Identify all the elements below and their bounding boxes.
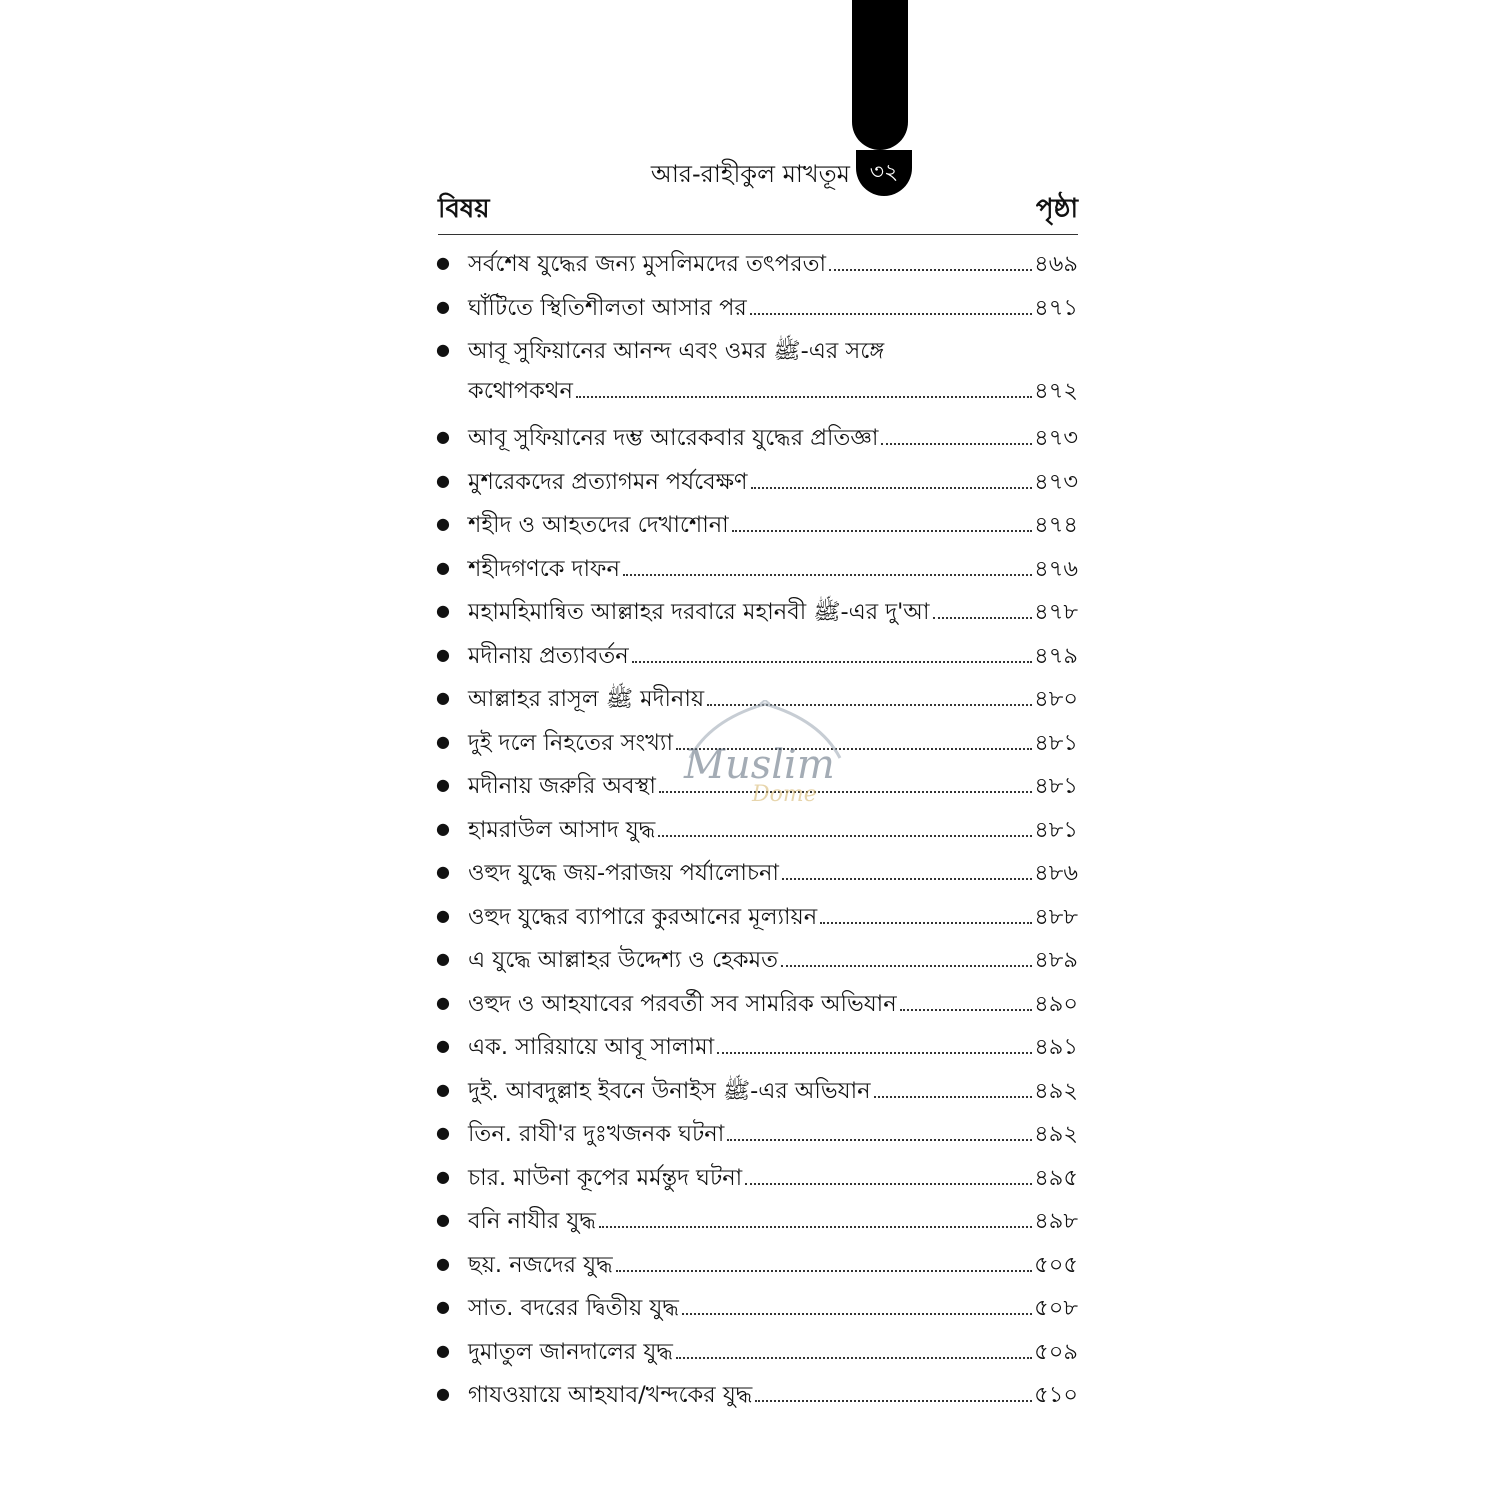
bullet-icon: ● (436, 253, 450, 272)
dot-leader (745, 1183, 1032, 1185)
toc-item-page: ৪৮৮ (1034, 903, 1078, 930)
bullet-icon: ● (436, 949, 450, 968)
toc-item-page: ৪৯০ (1034, 990, 1078, 1017)
toc-item[interactable] (436, 503, 1078, 547)
bullet-icon: ● (436, 1036, 450, 1055)
toc-item[interactable] (436, 1330, 1078, 1374)
bullet-icon: ● (436, 340, 450, 359)
bullet-icon: ● (436, 1079, 450, 1099)
dot-leader (599, 1226, 1032, 1228)
running-title: আর-রাহীকুল মাখতূম (650, 160, 850, 188)
page-number-badge (856, 150, 912, 196)
dot-leader (676, 1357, 1032, 1359)
toc-item-text: চার. মাউনা কূপের মর্মন্তুদ ঘটনা (468, 1164, 743, 1191)
toc-item[interactable] (436, 1373, 1078, 1417)
bullet-icon: ● (436, 818, 450, 838)
dot-leader (933, 617, 1033, 619)
dot-leader (900, 1009, 1033, 1011)
toc-item-text: আবূ সুফিয়ানের দম্ভ আরেকবার যুদ্ধের প্রতিজ্ঞা (468, 425, 879, 451)
toc-item[interactable] (436, 851, 1078, 895)
bullet-icon: ● (436, 644, 450, 664)
toc-item-page: ৪৮০ (1034, 686, 1078, 712)
toc-item-page: ৪৭৪ (1034, 512, 1078, 538)
toc-item-text: মুশরেকদের প্রত্যাগমন পর্যবেক্ষণ (468, 468, 748, 495)
bullet-icon: ● (436, 1210, 450, 1229)
dot-leader (781, 965, 1032, 967)
dot-leader (717, 1052, 1032, 1054)
watermark-word-muslim: Muslim (684, 742, 835, 788)
toc-item-page: ৫১০ (1034, 1382, 1078, 1408)
muslim-dome-watermark (680, 700, 850, 810)
bullet-icon: ● (436, 557, 450, 577)
toc-item[interactable] (436, 938, 1078, 982)
toc-item-page: ৪৯২ (1034, 1077, 1078, 1104)
toc-item-page: ৪৯১ (1034, 1034, 1078, 1060)
toc-item-page: ৪৭১ (1034, 294, 1078, 321)
dot-leader (682, 1313, 1032, 1315)
running-header (440, 150, 912, 196)
toc-item-text-line2: কথোপকথন (468, 378, 573, 404)
bullet-icon: ● (436, 731, 450, 751)
toc-item-text: ওহুদ যুদ্ধের ব্যাপারে কুরআনের মূল্যায়ন (468, 903, 818, 930)
page-number: ৩২ (869, 159, 899, 185)
toc-item[interactable] (436, 460, 1078, 504)
toc-item[interactable] (436, 547, 1078, 591)
watermark-word-dome: Dome (752, 782, 817, 807)
toc-item-text: হামরাউল আসাদ যুদ্ধ (468, 816, 656, 843)
toc-item[interactable] (436, 808, 1078, 852)
bullet-icon: ● (436, 688, 450, 707)
toc-item[interactable] (436, 1025, 1078, 1069)
bullet-icon: ● (436, 905, 450, 925)
toc-item-page: ৪৬৯ (1034, 251, 1078, 277)
bullet-icon: ● (436, 862, 450, 881)
toc-item-text: সাত. বদরের দ্বিতীয় যুদ্ধ (468, 1295, 679, 1321)
toc-item-text: ওহুদ যুদ্ধে জয়-পরাজয় পর্যালোচনা (468, 860, 779, 886)
toc-item-text-line1: আবূ সুফিয়ানের আনন্দ এবং ওমর ﷺ-এর সঙ্গে (468, 338, 885, 364)
toc-item[interactable] (436, 590, 1078, 634)
toc-item[interactable] (436, 895, 1078, 939)
dot-leader (727, 1139, 1032, 1141)
bullet-icon: ● (436, 470, 450, 490)
toc-item-page: ৪৮৬ (1034, 860, 1078, 886)
bullet-icon: ● (436, 1384, 450, 1403)
bullet-icon: ● (436, 1166, 450, 1186)
page-tab-marker (852, 0, 908, 150)
toc-item-page: ৪৯৮ (1034, 1208, 1078, 1234)
toc-item-text: তিন. রাযী'র দুঃখজনক ঘটনা (468, 1121, 725, 1147)
toc-item-text: ছয়. নজদের যুদ্ধ (468, 1251, 613, 1278)
dot-leader (820, 922, 1032, 924)
toc-item[interactable] (436, 1069, 1078, 1113)
toc-item-page: ৪৭৩ (1034, 468, 1078, 495)
bullet-icon: ● (436, 1340, 450, 1360)
dot-leader (874, 1096, 1033, 1098)
dot-leader (751, 487, 1033, 489)
toc-item-text: গাযওয়ায়ে আহযাব/খন্দকের যুদ্ধ (468, 1382, 753, 1408)
bullet-icon: ● (436, 427, 450, 446)
bullet-icon: ● (436, 514, 450, 533)
toc-item-text: মদীনায় প্রত্যাবর্তন (468, 642, 629, 669)
toc-item-page: ৪৭৬ (1034, 555, 1078, 582)
toc-item-page: ৪৯৫ (1034, 1164, 1078, 1191)
toc-item[interactable] (436, 982, 1078, 1026)
toc-item[interactable] (436, 634, 1078, 678)
toc-item-text: আল্লাহর রাসূল ﷺ মদীনায় (468, 686, 705, 712)
bullet-icon: ● (436, 1253, 450, 1273)
dot-leader (829, 269, 1032, 271)
bullet-icon: ● (436, 296, 450, 316)
toc-item-page: ৪৭৮ (1034, 599, 1078, 625)
dot-leader (732, 530, 1032, 532)
toc-item[interactable] (436, 1156, 1078, 1200)
toc-item-text: সর্বশেষ যুদ্ধের জন্য মুসলিমদের তৎপরতা (468, 251, 826, 277)
toc-item[interactable] (436, 1243, 1078, 1287)
dot-leader (658, 835, 1032, 837)
toc-item[interactable] (436, 242, 1078, 286)
toc-item-page: ৫০৯ (1034, 1338, 1078, 1365)
toc-item-text: দুমাতুল জানদালের যুদ্ধ (468, 1338, 673, 1365)
dot-leader (782, 878, 1032, 880)
toc-item-page: ৪৮১ (1034, 816, 1078, 843)
toc-item-page: ৪৯২ (1034, 1121, 1078, 1147)
dot-leader (576, 396, 1032, 398)
subject-column-label: বিষয় (438, 194, 490, 224)
toc-item-text: বনি নাযীর যুদ্ধ (468, 1208, 596, 1234)
toc-item-text: শহীদগণকে দাফন (468, 555, 620, 582)
toc-item[interactable] (436, 1286, 1078, 1330)
toc-item-page: ৪৮৯ (1034, 947, 1078, 973)
toc-item[interactable] (436, 1112, 1078, 1156)
toc-item-page: ৪৮১ (1034, 773, 1078, 799)
toc-item-page: ৪৭৯ (1034, 642, 1078, 669)
toc-item-page: ৫০৫ (1034, 1251, 1078, 1278)
toc-item-text: এ যুদ্ধে আল্লাহর উদ্দেশ্য ও হেকমত (468, 947, 779, 973)
bullet-icon: ● (436, 992, 450, 1012)
toc-column-header (438, 194, 1078, 235)
toc-item-page: ৪৭৩ (1034, 425, 1078, 451)
toc-item-page: ৫০৮ (1034, 1295, 1078, 1321)
toc-item-page: ৪৮১ (1034, 729, 1078, 756)
toc-item-text: শহীদ ও আহতদের দেখাশোনা (468, 512, 729, 538)
toc-item-text: এক. সারিয়ায়ে আবূ সালামা (468, 1034, 715, 1060)
toc-list (436, 242, 1078, 1417)
toc-item-text: দুই. আবদুল্লাহ ইবনে উনাইস ﷺ-এর অভিযান (468, 1077, 871, 1104)
toc-item-text: মহামহিমান্বিত আল্লাহর দরবারে মহানবী ﷺ-এর দু'আ (468, 599, 930, 625)
toc-item-page: ৪৭২ (1034, 378, 1078, 404)
dot-leader (616, 1270, 1033, 1272)
toc-item-text: ওহুদ ও আহযাবের পরবর্তী সব সামরিক অভিযান (468, 990, 897, 1017)
toc-item-text: ঘাঁটিতে স্থিতিশীলতা আসার পর (468, 294, 747, 321)
toc-item[interactable] (436, 1199, 1078, 1243)
page-column-label: পৃষ্ঠা (1035, 194, 1078, 224)
dot-leader (632, 661, 1032, 663)
bullet-icon: ● (436, 1123, 450, 1142)
bullet-icon: ● (436, 775, 450, 794)
toc-item[interactable] (436, 329, 1078, 416)
dot-leader (623, 574, 1032, 576)
toc-item-text: মদীনায় জরুরি অবস্থা (468, 773, 656, 799)
dot-leader (750, 313, 1032, 315)
dot-leader (881, 443, 1032, 445)
bullet-icon: ● (436, 601, 450, 620)
dot-leader (755, 1400, 1032, 1402)
toc-item[interactable] (436, 416, 1078, 460)
toc-item-text: দুই দলে নিহতের সংখ্যা (468, 729, 673, 756)
bullet-icon: ● (436, 1297, 450, 1316)
toc-item[interactable] (436, 286, 1078, 330)
